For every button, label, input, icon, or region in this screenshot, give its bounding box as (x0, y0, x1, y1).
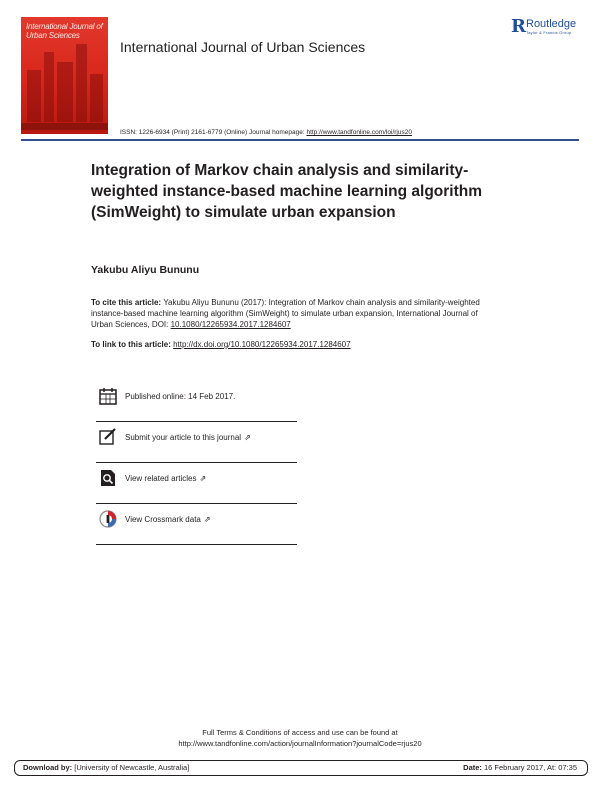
citation-block (91, 297, 486, 330)
cover-title: International Journal of Urban Sciences (26, 22, 103, 40)
downloaded-by (23, 763, 189, 772)
cover-building (27, 70, 41, 122)
crossmark-label: View Crossmark data (125, 515, 201, 524)
cover-building (57, 62, 73, 122)
terms-line: Full Terms & Conditions of access and use can be found at (202, 728, 398, 737)
article-author: Yakubu Aliyu Bununu (91, 264, 200, 276)
terms-link[interactable]: http://www.tandfonline.com/action/journalInformation?journalCode=rjus20 (178, 739, 422, 748)
download-date (463, 763, 577, 772)
crossmark-text (125, 515, 211, 524)
download-info-bar (14, 760, 588, 776)
issn-text: ISSN: 1226-6934 (Print) 2161-6779 (Online) Journal homepage: (120, 129, 307, 136)
download-date-value: 16 February 2017, At: 07:35 (481, 763, 577, 772)
article-doi-link[interactable]: http://dx.doi.org/10.1080/12265934.2017.1284607 (173, 340, 351, 349)
external-link-icon: ⇗ (203, 515, 211, 524)
cover-building (44, 52, 54, 122)
related-articles-icon (99, 469, 117, 487)
journal-cover (21, 17, 108, 134)
related-articles-row[interactable] (96, 463, 297, 504)
external-link-icon: ⇗ (244, 433, 251, 442)
citation-label: To cite this article: (91, 298, 164, 307)
related-articles-label: View related articles (125, 474, 197, 483)
journal-homepage-link[interactable]: http://www.tandfonline.com/loi/rjus20 (306, 129, 412, 136)
edit-icon (99, 428, 117, 446)
terms-of-use (0, 727, 600, 749)
crossmark-row[interactable] (96, 504, 297, 545)
journal-title: International Journal of Urban Sciences (120, 39, 366, 55)
publisher-logo (511, 17, 583, 39)
downloaded-by-value: [University of Newcastle, Australia] (72, 763, 190, 772)
article-title: Integration of Markov chain analysis and similarity-weighted instance-based machine learning algorithm (SimWeight) to simulate urban expansion (91, 162, 483, 221)
submit-article-text (125, 433, 251, 442)
published-row (96, 381, 297, 422)
submit-article-label: Submit your article to this journal (125, 433, 242, 442)
related-articles-text (125, 474, 206, 483)
downloaded-by-label: Download by: (23, 763, 73, 772)
crossmark-icon (99, 510, 117, 528)
routledge-r-icon: R (511, 16, 526, 37)
publisher-subtitle: Taylor & Francis Group (526, 30, 572, 35)
issn-line (120, 129, 412, 136)
submit-article-row[interactable] (96, 422, 297, 463)
cover-building (76, 44, 87, 122)
cover-building (90, 74, 103, 122)
citation-text: Yakubu Aliyu Bununu (2017): Integration of Markov chain analysis and similarity-weighted instance-based machine learning algorithm (SimWeight) to simulate urban expansion, International Journal of Urban Sciences, DOI: (91, 298, 480, 329)
external-link-icon: ⇗ (199, 474, 207, 483)
download-date-label: Date: (463, 763, 482, 772)
header-divider (21, 139, 579, 141)
publisher-name: Routledge (526, 18, 577, 30)
cover-band (21, 123, 108, 130)
citation-doi-link[interactable]: 10.1080/12265934.2017.1284607 (170, 320, 291, 329)
link-label: To link to this article: (91, 340, 174, 349)
published-date: Published online: 14 Feb 2017. (125, 392, 236, 401)
calendar-icon (99, 387, 117, 405)
link-line (91, 340, 351, 349)
